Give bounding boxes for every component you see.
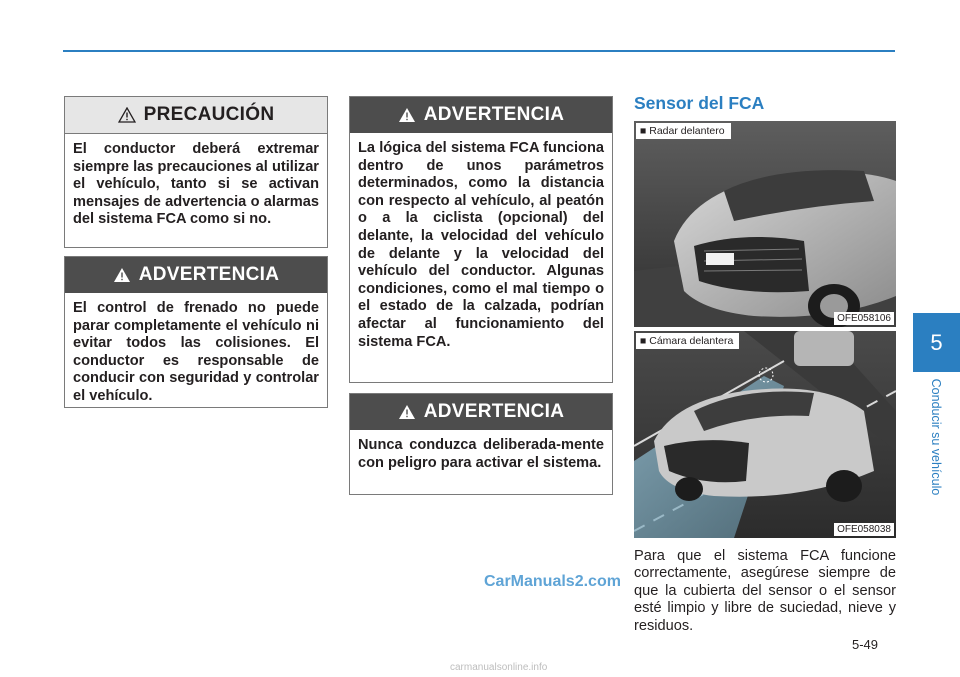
warning-title: ADVERTENCIA bbox=[423, 104, 565, 125]
top-rule bbox=[63, 50, 895, 52]
sensor-paragraph: Para que el sistema FCA funcione correctamente, asegúrese siempre de que la cubierta del sensor o el sensor esté limpio y libre de suciedad, nieve y residuos. bbox=[634, 548, 896, 634]
watermark: CarManuals2.com bbox=[484, 573, 621, 590]
camera-figure bbox=[634, 331, 896, 538]
chapter-number: 5 bbox=[930, 329, 943, 355]
page-number: 5-49 bbox=[852, 637, 879, 652]
warning-text: El control de frenado no puede parar completamente el vehículo ni evitar todos las colisiones. El conductor es responsable de conducir con seguridad y controlar el vehículo. bbox=[73, 300, 319, 404]
warning-text: Nunca conduzca deliberada-mente con peligro para activar el sistema. bbox=[358, 437, 604, 471]
figure-label: ■ Cámara delantera bbox=[636, 333, 739, 349]
warning-title: ADVERTENCIA bbox=[138, 264, 280, 285]
footer-watermark: carmanualsonline.info bbox=[450, 662, 548, 673]
warning-triangle-icon bbox=[398, 404, 416, 420]
warning-box-logic bbox=[349, 96, 613, 383]
figure-label: ■ Radar delantero bbox=[636, 123, 731, 139]
front-camera-car-illustration bbox=[634, 331, 896, 538]
warning-triangle-icon bbox=[113, 267, 131, 283]
warning-box-deliberate bbox=[349, 393, 613, 495]
caution-triangle-icon bbox=[118, 107, 136, 123]
warning-box-braking bbox=[64, 256, 328, 408]
figure-code: OFE058106 bbox=[834, 312, 894, 325]
chapter-tab bbox=[913, 313, 960, 372]
front-radar-car-illustration bbox=[634, 121, 896, 327]
section-title: Sensor del FCA bbox=[634, 93, 765, 113]
warning-title: ADVERTENCIA bbox=[423, 401, 565, 422]
figure-code: OFE058038 bbox=[834, 523, 894, 536]
radar-figure bbox=[634, 121, 896, 327]
warning-text: La lógica del sistema FCA funciona dentro de unos parámetros determinados, como la distancia con respecto al vehículo, al peatón o a la ciclista (opcional) del delante, la velocidad del vehículo de delante y la velocidad del vehículo del conductor. Algunas condiciones, como el mal tiempo o el estado de la calzada, podrían afectar al funcionamiento del sistema FCA. bbox=[358, 140, 604, 350]
precaution-title: PRECAUCIÓN bbox=[143, 104, 275, 125]
precaution-text: El conductor deberá extremar siempre las precauciones al utilizar el vehículo, tanto si se activan mensajes de advertencia o alarmas del sistema FCA como si no. bbox=[73, 141, 319, 228]
warning-header bbox=[65, 257, 327, 293]
warning-header bbox=[350, 394, 612, 430]
precaution-box bbox=[64, 96, 328, 248]
warning-triangle-icon bbox=[398, 107, 416, 123]
chapter-side-title bbox=[922, 372, 950, 502]
chapter-title: Conducir su vehículo bbox=[929, 378, 943, 496]
precaution-header bbox=[65, 97, 327, 134]
warning-header bbox=[350, 97, 612, 133]
